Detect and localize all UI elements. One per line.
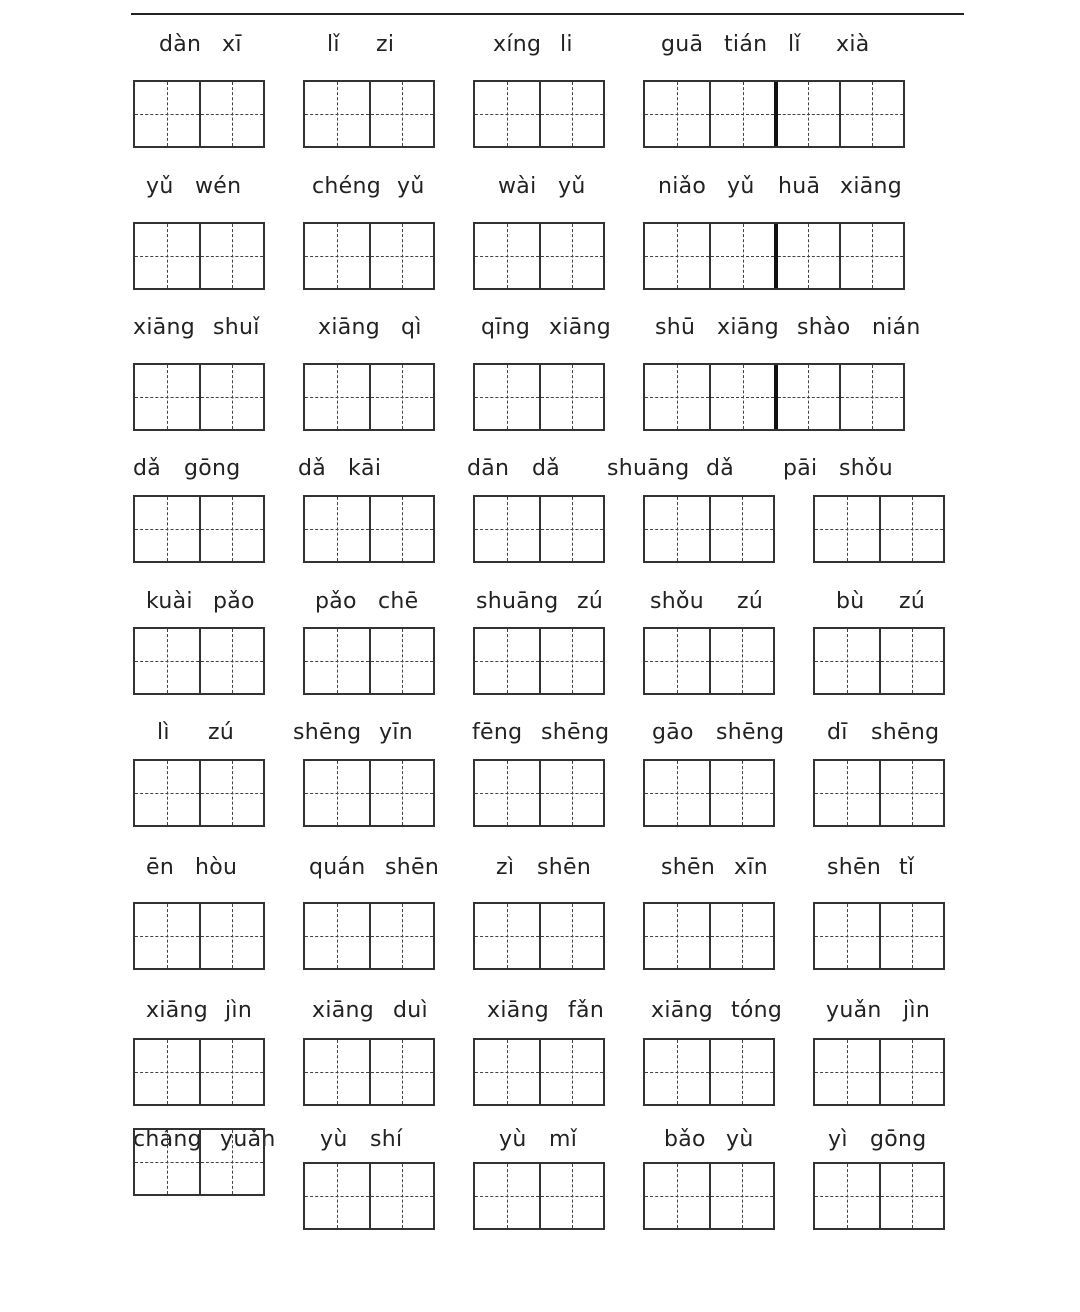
pinyin-syllable: gāo [652,720,694,745]
two-character-writing-grid[interactable] [473,627,605,695]
pinyin-line [0,996,1080,1026]
tianzige-cell[interactable] [879,904,943,968]
tianzige-cell[interactable] [135,365,199,429]
pinyin-syllable: jìn [225,998,253,1023]
tianzige-cell[interactable] [539,82,603,146]
tianzige-cell[interactable] [645,497,709,561]
pinyin-line [0,313,1080,343]
pinyin-syllable: shǒu [839,456,894,481]
tianzige-cell[interactable] [199,904,263,968]
tianzige-cell[interactable] [369,761,433,825]
pinyin-line [0,587,1080,617]
tianzige-cell[interactable] [475,904,539,968]
pinyin-syllable: yuǎn [220,1127,276,1152]
four-character-writing-grid[interactable] [643,222,905,290]
tianzige-cell[interactable] [305,365,369,429]
tianzige-cell[interactable] [645,1164,709,1228]
tianzige-cell[interactable] [305,497,369,561]
tianzige-cell[interactable] [475,629,539,693]
two-character-writing-grid[interactable] [473,759,605,827]
tianzige-cell[interactable] [475,497,539,561]
pinyin-syllable: shǒu [650,589,705,614]
two-character-writing-grid[interactable] [133,1038,265,1106]
pinyin-syllable: yǔ [146,174,174,199]
pinyin-syllable: gōng [870,1127,927,1152]
tianzige-cell[interactable] [839,365,904,429]
pinyin-syllable: kāi [348,456,382,481]
tianzige-cell[interactable] [815,1040,879,1104]
pinyin-syllable: bǎo [664,1127,706,1152]
pinyin-syllable: shēn [537,855,592,880]
tianzige-cell[interactable] [199,82,263,146]
two-character-writing-grid[interactable] [813,627,945,695]
tianzige-cell[interactable] [815,497,879,561]
pinyin-syllable: dǎ [133,456,162,481]
pinyin-syllable: xiāng [133,315,196,340]
pinyin-line [0,454,1080,484]
pinyin-syllable: qīng [481,315,531,340]
two-character-writing-grid[interactable] [473,495,605,563]
pinyin-syllable: xī [222,32,242,57]
tianzige-cell[interactable] [774,82,839,146]
pinyin-syllable: tóng [731,998,783,1023]
tianzige-cell[interactable] [199,1040,263,1104]
tianzige-cell[interactable] [879,1164,943,1228]
pinyin-syllable: shēn [661,855,716,880]
pinyin-syllable: kuài [146,589,193,614]
pinyin-syllable: xiāng [840,174,903,199]
pinyin-syllable: xiāng [318,315,381,340]
pinyin-syllable: xià [836,32,870,57]
tianzige-cell[interactable] [709,1040,773,1104]
two-character-writing-grid[interactable] [303,80,435,148]
tianzige-cell[interactable] [135,904,199,968]
pinyin-syllable: zú [577,589,604,614]
pinyin-syllable: shí [370,1127,403,1152]
two-character-writing-grid[interactable] [473,80,605,148]
tianzige-cell[interactable] [305,1164,369,1228]
two-character-writing-grid[interactable] [643,1038,775,1106]
two-character-writing-grid[interactable] [303,1038,435,1106]
tianzige-cell[interactable] [199,629,263,693]
tianzige-cell[interactable] [475,1164,539,1228]
tianzige-cell[interactable] [879,761,943,825]
tianzige-cell[interactable] [539,761,603,825]
tianzige-cell[interactable] [135,761,199,825]
pinyin-line [0,1125,1080,1155]
pinyin-syllable: xiāng [312,998,375,1023]
pinyin-syllable: chē [378,589,419,614]
tianzige-cell[interactable] [645,1040,709,1104]
pinyin-syllable: duì [393,998,428,1023]
two-character-writing-grid[interactable] [813,1162,945,1230]
tianzige-cell[interactable] [709,82,774,146]
tianzige-cell[interactable] [645,82,709,146]
two-character-writing-grid[interactable] [303,495,435,563]
tianzige-cell[interactable] [135,497,199,561]
pinyin-syllable: bù [836,589,865,614]
pinyin-syllable: dān [467,456,510,481]
pinyin-syllable: shēng [541,720,610,745]
tianzige-cell[interactable] [475,365,539,429]
two-character-writing-grid[interactable] [643,627,775,695]
pinyin-syllable: fǎn [568,998,605,1023]
tianzige-cell[interactable] [199,761,263,825]
pinyin-syllable: shēng [716,720,785,745]
two-character-writing-grid[interactable] [643,495,775,563]
pinyin-syllable: dī [827,720,848,745]
tianzige-cell[interactable] [539,904,603,968]
pinyin-syllable: shuāng [476,589,559,614]
tianzige-cell[interactable] [135,1040,199,1104]
tianzige-cell[interactable] [369,82,433,146]
two-character-writing-grid[interactable] [133,495,265,563]
four-character-writing-grid[interactable] [643,80,905,148]
tianzige-cell[interactable] [369,224,433,288]
pinyin-syllable: shēn [385,855,440,880]
pinyin-syllable: shēng [293,720,362,745]
pinyin-syllable: xiāng [651,998,714,1023]
pinyin-syllable: qì [401,315,422,340]
pinyin-syllable: shuǐ [213,315,260,340]
tianzige-cell[interactable] [774,365,839,429]
pinyin-syllable: zi [376,32,395,57]
pinyin-syllable: shuāng [607,456,690,481]
tianzige-cell[interactable] [539,1040,603,1104]
tianzige-cell[interactable] [369,497,433,561]
pinyin-syllable: lǐ [327,32,340,57]
pinyin-syllable: yǔ [727,174,755,199]
tianzige-cell[interactable] [539,629,603,693]
tianzige-cell[interactable] [199,497,263,561]
pinyin-syllable: huā [778,174,821,199]
tianzige-cell[interactable] [709,497,773,561]
pinyin-syllable: yù [320,1127,348,1152]
two-character-writing-grid[interactable] [133,222,265,290]
tianzige-cell[interactable] [709,761,773,825]
pinyin-syllable: nián [872,315,921,340]
pinyin-syllable: lì [157,720,170,745]
pinyin-syllable: shēng [871,720,940,745]
pinyin-syllable: yuǎn [826,998,882,1023]
tianzige-cell[interactable] [879,1040,943,1104]
two-character-writing-grid[interactable] [133,80,265,148]
tianzige-cell[interactable] [709,1164,773,1228]
pinyin-syllable: xīn [734,855,768,880]
tianzige-cell[interactable] [645,629,709,693]
pinyin-line [0,718,1080,748]
pinyin-syllable: yǔ [397,174,425,199]
pinyin-syllable: yù [499,1127,527,1152]
tianzige-cell[interactable] [135,224,199,288]
two-character-writing-grid[interactable] [303,759,435,827]
two-character-writing-grid[interactable] [643,759,775,827]
tianzige-cell[interactable] [369,1164,433,1228]
tianzige-cell[interactable] [645,224,709,288]
tianzige-cell[interactable] [199,224,263,288]
tianzige-cell[interactable] [645,904,709,968]
two-character-writing-grid[interactable] [813,1038,945,1106]
two-character-writing-grid[interactable] [813,495,945,563]
pinyin-syllable: fēng [472,720,523,745]
two-character-writing-grid[interactable] [303,902,435,970]
pinyin-syllable: xiāng [146,998,209,1023]
pinyin-syllable: zì [496,855,515,880]
tianzige-cell[interactable] [815,904,879,968]
two-character-writing-grid[interactable] [473,222,605,290]
tianzige-cell[interactable] [709,904,773,968]
pinyin-syllable: yì [828,1127,848,1152]
tianzige-cell[interactable] [475,761,539,825]
tianzige-cell[interactable] [839,82,904,146]
two-character-writing-grid[interactable] [303,222,435,290]
tianzige-cell[interactable] [369,365,433,429]
pinyin-syllable: pǎo [315,589,357,614]
pinyin-syllable: shēn [827,855,882,880]
pinyin-syllable: jìn [903,998,931,1023]
two-character-writing-grid[interactable] [303,627,435,695]
two-character-writing-grid[interactable] [133,363,265,431]
pinyin-line [0,172,1080,202]
pinyin-syllable: dǎ [532,456,561,481]
tianzige-cell[interactable] [645,365,709,429]
pinyin-syllable: xiāng [549,315,612,340]
tianzige-cell[interactable] [305,1040,369,1104]
pinyin-syllable: dàn [159,32,202,57]
pinyin-syllable: xiāng [717,315,780,340]
pinyin-line [0,853,1080,883]
pinyin-syllable: dǎ [706,456,735,481]
tianzige-cell[interactable] [709,629,773,693]
pinyin-syllable: chéng [312,174,381,199]
tianzige-cell[interactable] [369,1040,433,1104]
pinyin-syllable: quán [309,855,366,880]
tianzige-cell[interactable] [839,224,904,288]
tianzige-cell[interactable] [305,904,369,968]
pinyin-syllable: wén [195,174,242,199]
tianzige-cell[interactable] [135,82,199,146]
tianzige-cell[interactable] [815,761,879,825]
pinyin-syllable: pāi [783,456,818,481]
tianzige-cell[interactable] [369,629,433,693]
two-character-writing-grid[interactable] [133,627,265,695]
pinyin-syllable: xiāng [487,998,550,1023]
tianzige-cell[interactable] [539,1164,603,1228]
tianzige-cell[interactable] [475,224,539,288]
pinyin-syllable: li [560,32,573,57]
two-character-writing-grid[interactable] [643,1162,775,1230]
top-divider-line [131,13,964,15]
pinyin-syllable: ēn [146,855,175,880]
pinyin-syllable: gōng [184,456,241,481]
tianzige-cell[interactable] [305,82,369,146]
pinyin-syllable: wài [498,174,537,199]
pinyin-syllable: hòu [195,855,238,880]
tianzige-cell[interactable] [475,82,539,146]
pinyin-syllable: lǐ [788,32,801,57]
two-character-writing-grid[interactable] [473,363,605,431]
pinyin-syllable: shū [655,315,696,340]
tianzige-cell[interactable] [815,1164,879,1228]
pinyin-syllable: zú [899,589,926,614]
tianzige-cell[interactable] [539,365,603,429]
two-character-writing-grid[interactable] [813,759,945,827]
pinyin-syllable: dǎ [298,456,327,481]
tianzige-cell[interactable] [305,761,369,825]
pinyin-syllable: mǐ [549,1127,578,1152]
pinyin-syllable: guā [661,32,704,57]
two-character-writing-grid[interactable] [473,902,605,970]
tianzige-cell[interactable] [709,365,774,429]
tianzige-cell[interactable] [879,497,943,561]
pinyin-syllable: niǎo [658,174,707,199]
tianzige-cell[interactable] [539,497,603,561]
pinyin-syllable: tián [724,32,768,57]
pinyin-syllable: yǔ [558,174,586,199]
tianzige-cell[interactable] [475,1040,539,1104]
two-character-writing-grid[interactable] [133,902,265,970]
tianzige-cell[interactable] [369,904,433,968]
pinyin-syllable: shào [797,315,851,340]
tianzige-cell[interactable] [774,224,839,288]
tianzige-cell[interactable] [199,365,263,429]
pinyin-syllable: zú [208,720,235,745]
pinyin-syllable: cháng [133,1127,202,1152]
tianzige-cell[interactable] [709,224,774,288]
two-character-writing-grid[interactable] [473,1038,605,1106]
tianzige-cell[interactable] [645,761,709,825]
tianzige-cell[interactable] [305,224,369,288]
tianzige-cell[interactable] [135,629,199,693]
tianzige-cell[interactable] [539,224,603,288]
four-character-writing-grid[interactable] [643,363,905,431]
tianzige-cell[interactable] [305,629,369,693]
pinyin-line [0,30,1080,60]
tianzige-cell[interactable] [879,629,943,693]
two-character-writing-grid[interactable] [303,363,435,431]
pinyin-syllable: yīn [379,720,413,745]
tianzige-cell[interactable] [815,629,879,693]
two-character-writing-grid[interactable] [813,902,945,970]
pinyin-syllable: xíng [493,32,542,57]
two-character-writing-grid[interactable] [473,1162,605,1230]
two-character-writing-grid[interactable] [133,759,265,827]
pinyin-syllable: pǎo [213,589,255,614]
pinyin-syllable: yù [726,1127,754,1152]
two-character-writing-grid[interactable] [303,1162,435,1230]
pinyin-syllable: tǐ [899,855,915,880]
pinyin-syllable: zú [737,589,764,614]
two-character-writing-grid[interactable] [643,902,775,970]
